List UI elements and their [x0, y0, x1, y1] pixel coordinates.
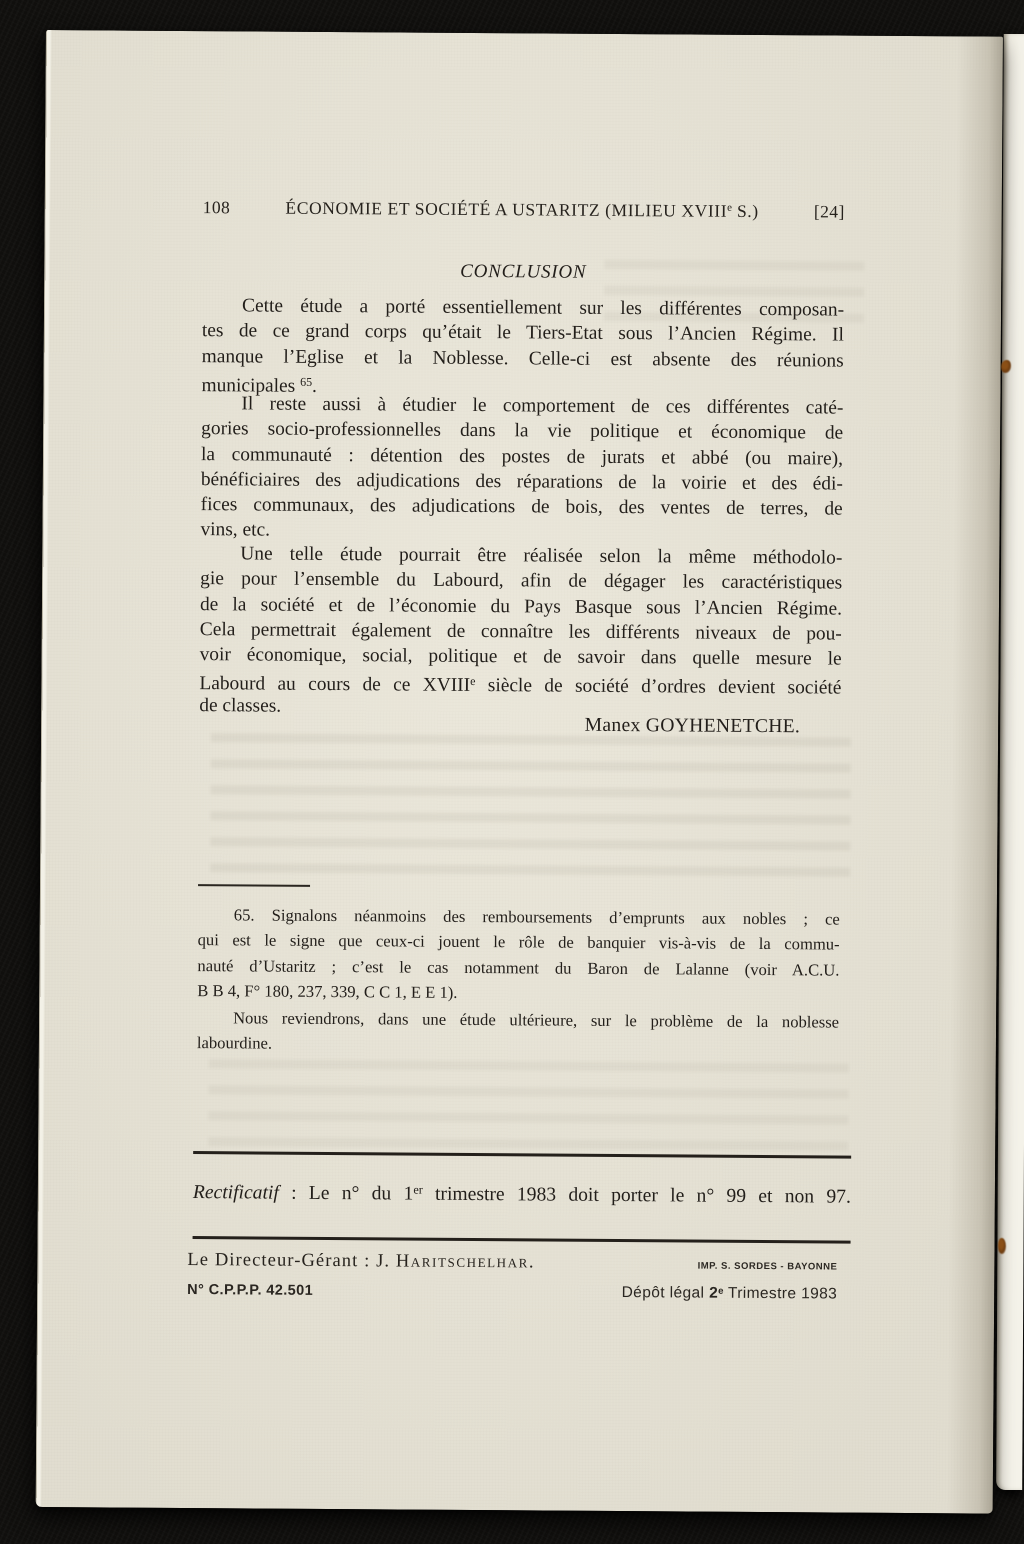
text-line: tes de ce grand corps qu’était le Tiers-Etat sous l’Ancien Régime. Il [201, 320, 844, 346]
text-line: municipales $^{65}$. [201, 374, 318, 397]
footnote-separator-rule [198, 884, 310, 887]
text-line: Labourd au cours de ce XVIIIe siècle de société d’ordres devient société [199, 673, 842, 700]
book-page [36, 30, 1003, 1514]
page-number: 108 [202, 197, 231, 218]
superscript-e: e [727, 201, 733, 214]
text-line: Il reste aussi à étudier le comportement de ces différentes caté- [241, 393, 844, 419]
text-line: manque l’Eglise et la Noblesse. Celle-ci est absente des réunions [201, 345, 844, 372]
horizontal-rule-bottom [193, 1236, 851, 1244]
text-line: nauté d’Ustaritz ; c’est le cas notamment du Baron de Lalanne (voir A.C.U. [197, 955, 840, 980]
running-title: ÉCONOMIE ET SOCIÉTÉ A USTARITZ (MILIEU XVIIIe S.) [285, 197, 759, 221]
author-signature: Manex GOYHENETCHE. [584, 714, 801, 738]
text-line: B B 4, F° 180, 237, 339, C C 1, E E 1). [197, 981, 458, 1003]
text-line: gie pour l’ensemble du Labourd, afin de dégager les caractéristiques [200, 568, 843, 594]
text-line: fices communaux, des adjudications de bois, des ventes de terres, de [200, 494, 843, 520]
text-line: bénéficiaires des adjudications des réparations de la voirie et des édi- [200, 468, 843, 495]
rectificatif-label: Rectificatif [192, 1182, 279, 1204]
superscript-er: er [413, 1182, 423, 1197]
text-line: de classes. [199, 694, 282, 717]
text-line: la communauté : détention des postes de jurats et abbé (ou maire), [200, 443, 844, 470]
cppp-number: N° C.P.P.P. 42.501 [187, 1282, 314, 1299]
text-line: de la société et de l’économie du Pays Basque sous l’Ancien Régime. [199, 593, 843, 620]
imprint-row-2 [187, 1281, 837, 1304]
text-line: voir économique, social, politique et de savoir dans quelle mesure le [199, 644, 842, 670]
paragraph-1 [201, 293, 844, 399]
text-line: Cette étude a porté essentiellement sur les différentes composan- [242, 295, 845, 321]
director-name: Haritschelhar [395, 1251, 530, 1273]
foxing-stain [998, 1238, 1006, 1254]
footnote-65 [197, 902, 840, 1008]
section-title: CONCLUSION [460, 260, 587, 283]
superscript-e: e [718, 1285, 724, 1297]
show-through-ghost [208, 1059, 849, 1159]
running-header [203, 197, 845, 222]
superscript-e: e [470, 674, 476, 689]
paragraph-3 [199, 541, 842, 723]
text-line: labourdine. [196, 1033, 273, 1053]
rectificatif-note: Rectificatif : Le n° du 1er trimestre 1983 doit porter le n° 99 et non 97. [192, 1182, 851, 1208]
horizontal-rule-top [193, 1151, 851, 1159]
issue-reference: [24] [813, 201, 845, 222]
show-through-ghost [210, 733, 851, 889]
text-line: Une telle étude pourrait être réalisée selon la même méthodolo- [240, 543, 843, 569]
footnote-addendum [197, 1005, 839, 1060]
text-line: vins, etc. [200, 519, 271, 542]
text-line: 65. Signalons néanmoins des remboursements d’emprunts aux nobles ; ce [233, 905, 840, 929]
imprint-row-1 [187, 1250, 837, 1276]
director-line: Le Directeur-Gérant : J. Haritschelhar. [187, 1250, 535, 1273]
printer-imprint: IMP. S. SORDES - BAYONNE [697, 1260, 838, 1273]
footnote-reference-65: 65 [300, 374, 313, 389]
text-line: qui est le signe que ceux-ci jouent le rôle de banquier vis-à-vis de la commu- [197, 930, 840, 954]
legal-deposit: Dépôt légal 2e Trimestre 1983 [621, 1284, 838, 1303]
text-line: gories socio-professionnelles dans la vie politique et économique de [201, 418, 844, 444]
paragraph-2 [200, 391, 843, 547]
text-line: Nous reviendrons, dans une étude ultérieure, sur le problème de la noblesse [233, 1008, 840, 1032]
text-line: Cela permettrait également de connaître les différents niveaux de pou- [199, 618, 842, 645]
